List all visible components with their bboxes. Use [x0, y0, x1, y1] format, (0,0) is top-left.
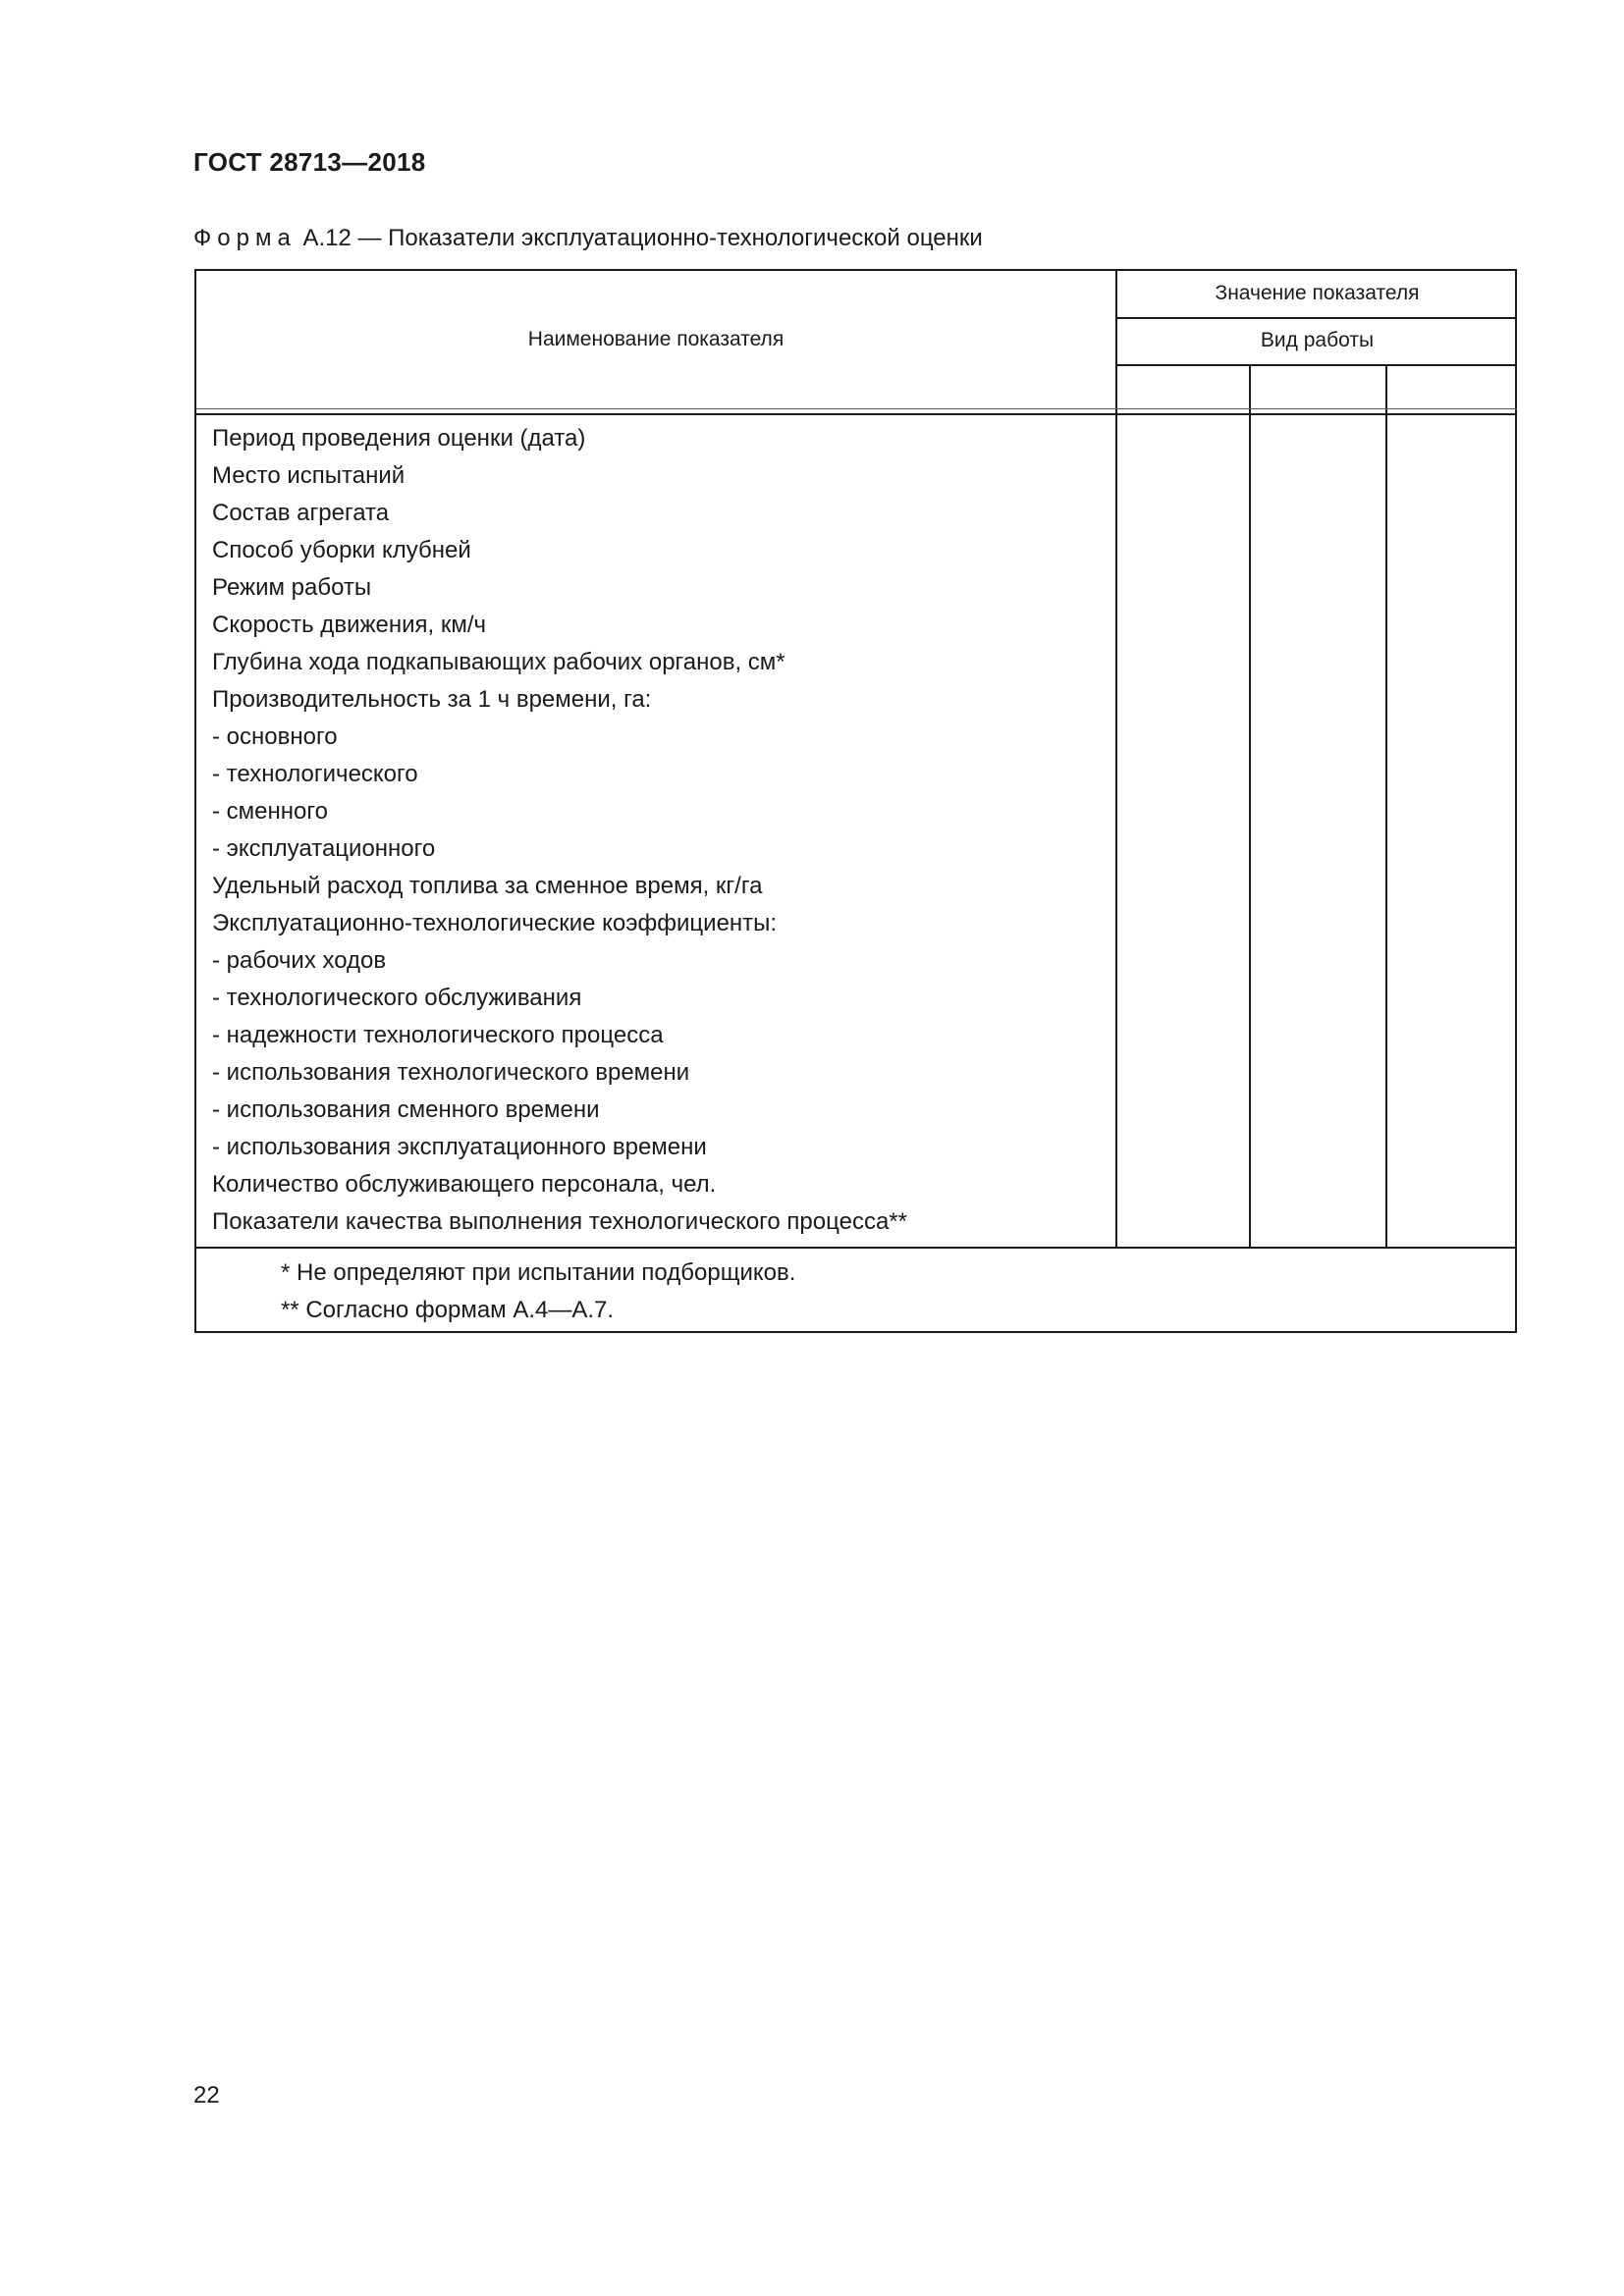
form-caption: [193, 225, 983, 252]
divider-value-header: [1115, 317, 1517, 319]
indicators-table: [194, 269, 1517, 1333]
divider-name-column: [1115, 271, 1117, 1249]
indicator-row: - сменного: [212, 798, 328, 825]
table-notes: [281, 1255, 795, 1329]
indicator-row: Глубина хода подкапывающих рабочих органов, см*: [212, 649, 785, 675]
indicator-row: - технологического: [212, 761, 418, 787]
column-header-work-type: Вид работы: [1260, 329, 1375, 351]
indicator-row: Состав агрегата: [212, 500, 390, 526]
indicator-row: Производительность за 1 ч времени, га:: [212, 686, 652, 713]
indicator-row: Количество обслуживающего персонала, чел.: [212, 1171, 717, 1198]
indicator-row: Способ уборки клубней: [212, 537, 471, 563]
divider-value-col-1: [1249, 416, 1251, 1249]
form-caption-prefix: Форма: [193, 225, 297, 251]
indicator-row: Скорость движения, км/ч: [212, 612, 487, 638]
indicator-row: - использования технологического времени: [212, 1059, 690, 1086]
indicator-row: - надежности технологического процесса: [212, 1022, 664, 1048]
indicator-row: - использования эксплуатационного времени: [212, 1134, 707, 1160]
indicator-row: - технологического обслуживания: [212, 985, 582, 1011]
indicator-row: Эксплуатационно-технологические коэффициенты:: [212, 910, 778, 936]
indicator-row: Место испытаний: [212, 462, 406, 489]
form-caption-text: А.12 — Показатели эксплуатационно-технологической оценки: [296, 225, 983, 251]
indicator-row: Период проведения оценки (дата): [212, 425, 586, 452]
indicator-row: Режим работы: [212, 574, 372, 601]
document-code: ГОСТ 28713—2018: [193, 147, 426, 177]
column-header-name: Наименование показателя: [527, 328, 785, 350]
footnote: * Не определяют при испытании подборщиков.: [281, 1259, 796, 1286]
header-separator-thin: [196, 408, 1517, 409]
indicator-row: Показатели качества выполнения технологического процесса**: [212, 1208, 907, 1235]
column-header-value: Значение показателя: [1215, 282, 1420, 304]
divider-work-type-header: [1115, 364, 1517, 366]
header-separator: [196, 413, 1517, 415]
indicator-row: - использования сменного времени: [212, 1096, 600, 1123]
indicator-row: - эксплуатационного: [212, 835, 436, 862]
footnote: ** Согласно формам А.4—А.7.: [281, 1297, 615, 1323]
indicator-row: - рабочих ходов: [212, 947, 387, 974]
divider-value-col-2: [1385, 416, 1387, 1249]
indicator-list: [212, 420, 1096, 1241]
notes-separator: [196, 1247, 1517, 1249]
page-number: 22: [193, 2082, 220, 2109]
indicator-row: Удельный расход топлива за сменное время, кг/га: [212, 873, 763, 899]
indicator-row: - основного: [212, 723, 338, 750]
